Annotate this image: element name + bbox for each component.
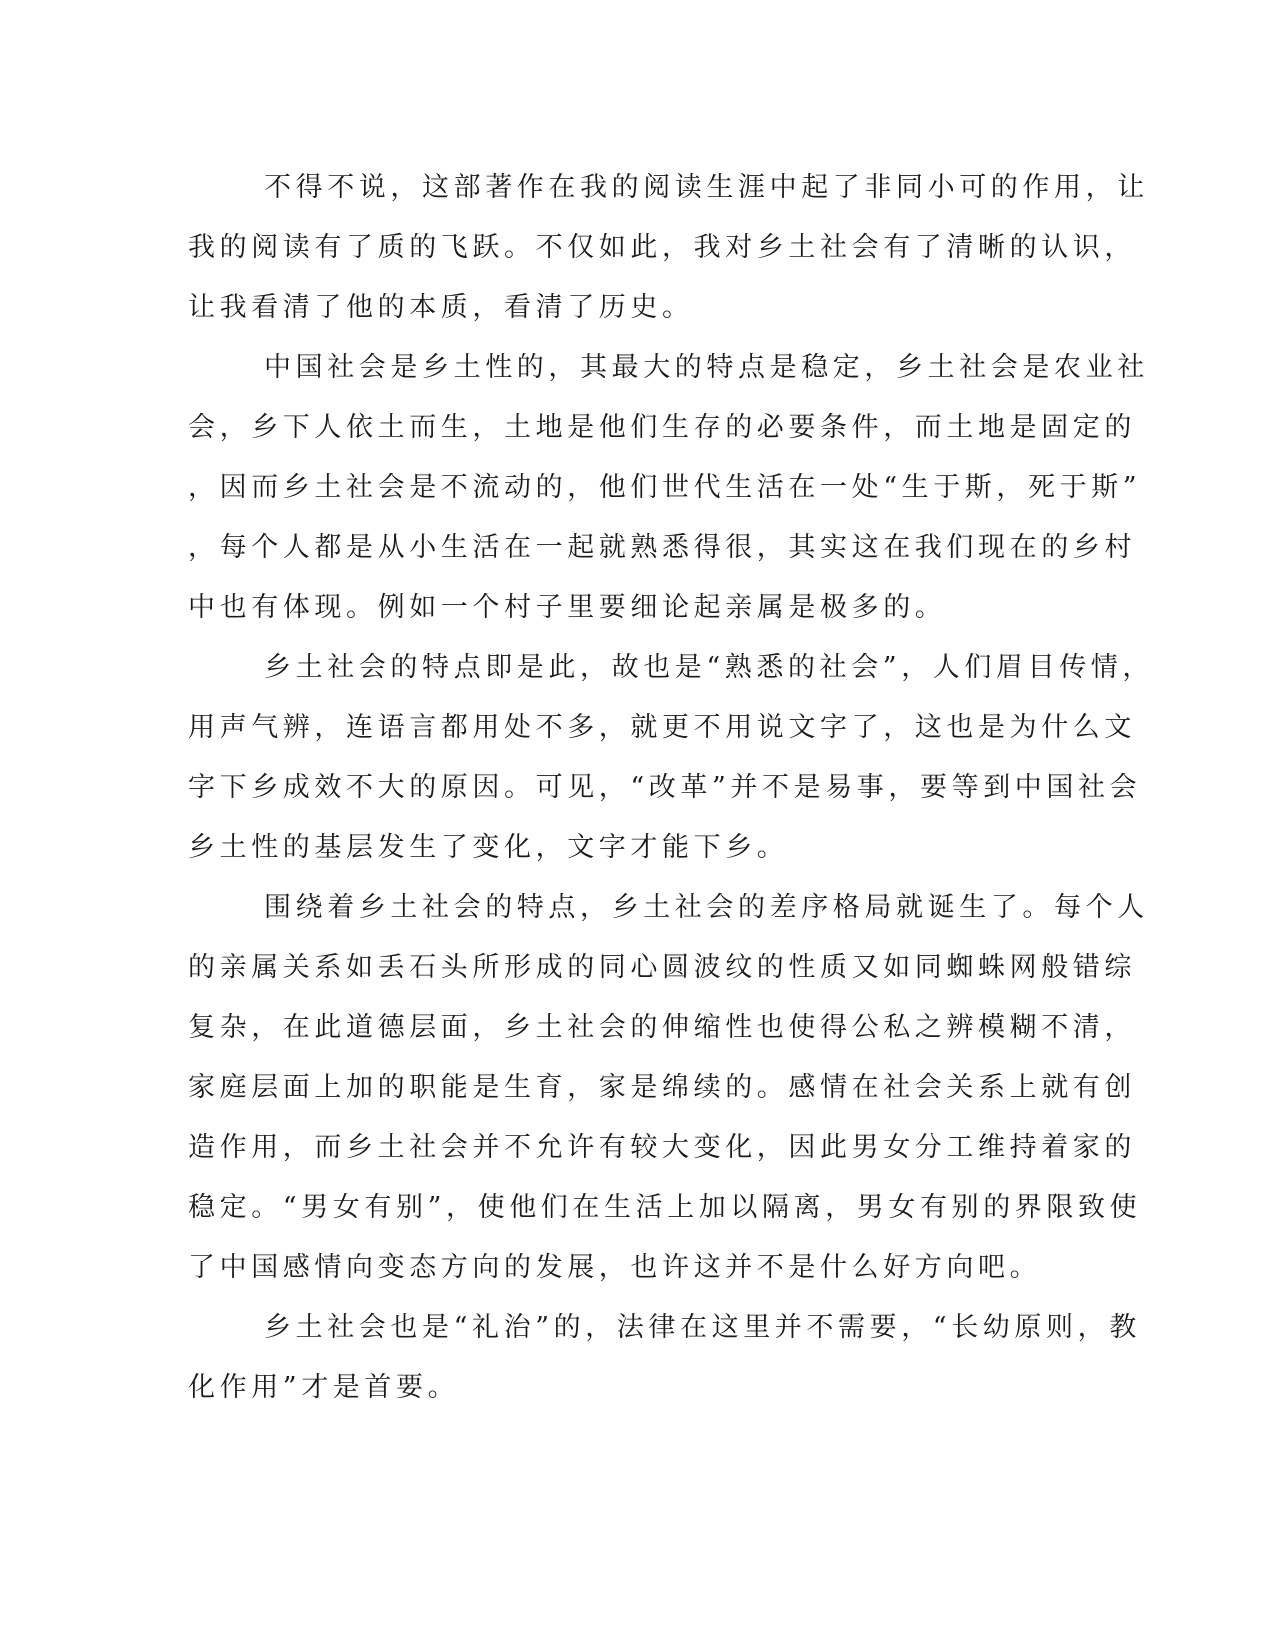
paragraph-line: 围绕着乡土社会的特点，乡土社会的差序格局就诞生了。每个人 [264, 892, 1149, 923]
paragraph-line: 让我看清了他的本质，看清了历史。 [188, 292, 694, 323]
paragraph-line: 中国社会是乡土性的，其最大的特点是稳定，乡土社会是农业社 [264, 352, 1149, 383]
paragraph-line: ，每个人都是从小生活在一起就熟悉得很，其实这在我们现在的乡村 [188, 532, 1136, 563]
paragraph-line: 的亲属关系如丢石头所形成的同心圆波纹的性质又如同蜘蛛网般错综 [188, 952, 1136, 983]
paragraph-line: ，因而乡土社会是不流动的，他们世代生活在一处“生于斯，死于斯” [188, 472, 1142, 503]
paragraph-line: 乡土社会的特点即是此，故也是“熟悉的社会”，人们眉目传情， [264, 652, 1155, 683]
paragraph-line: 乡土社会也是“礼治”的，法律在这里并不需要，“长幼原则，教 [264, 1312, 1141, 1343]
paragraph-line: 会，乡下人依土而生，土地是他们生存的必要条件，而土地是固定的 [188, 412, 1136, 443]
paragraph-5 [188, 1298, 1141, 1418]
paragraph-line: 家庭层面上加的职能是生育，家是绵续的。感情在社会关系上就有创 [188, 1072, 1136, 1103]
body-text [188, 158, 1155, 1418]
paragraph-line: 中也有体现。例如一个村子里要细论起亲属是极多的。 [188, 592, 947, 623]
paragraph-line: 复杂，在此道德层面，乡土社会的伸缩性也使得公私之辨模糊不清， [188, 1012, 1136, 1043]
paragraph-line: 字下乡成效不大的原因。可见，“改革”并不是易事，要等到中国社会 [188, 772, 1142, 803]
paragraph-line: 了中国感情向变态方向的发展，也许这并不是什么好方向吧。 [188, 1252, 1042, 1283]
paragraph-line: 化作用”才是首要。 [188, 1372, 460, 1403]
paragraph-line: 造作用，而乡土社会并不允许有较大变化，因此男女分工维持着家的 [188, 1132, 1136, 1163]
paragraph-2 [188, 338, 1149, 638]
paragraph-line: 乡土性的基层发生了变化，文字才能下乡。 [188, 832, 789, 863]
paragraph-4 [188, 878, 1149, 1298]
paragraph-line: 我的阅读有了质的飞跃。不仅如此，我对乡土社会有了清晰的认识， [188, 232, 1136, 263]
paragraph-line: 不得不说，这部著作在我的阅读生涯中起了非同小可的作用，让 [264, 172, 1149, 203]
paragraph-line: 用声气辨，连语言都用处不多，就更不用说文字了，这也是为什么文 [188, 712, 1136, 743]
paragraph-line: 稳定。“男女有别”，使他们在生活上加以隔离，男女有别的界限致使 [188, 1192, 1142, 1223]
paragraph-1 [188, 158, 1149, 338]
paragraph-3 [188, 638, 1155, 878]
